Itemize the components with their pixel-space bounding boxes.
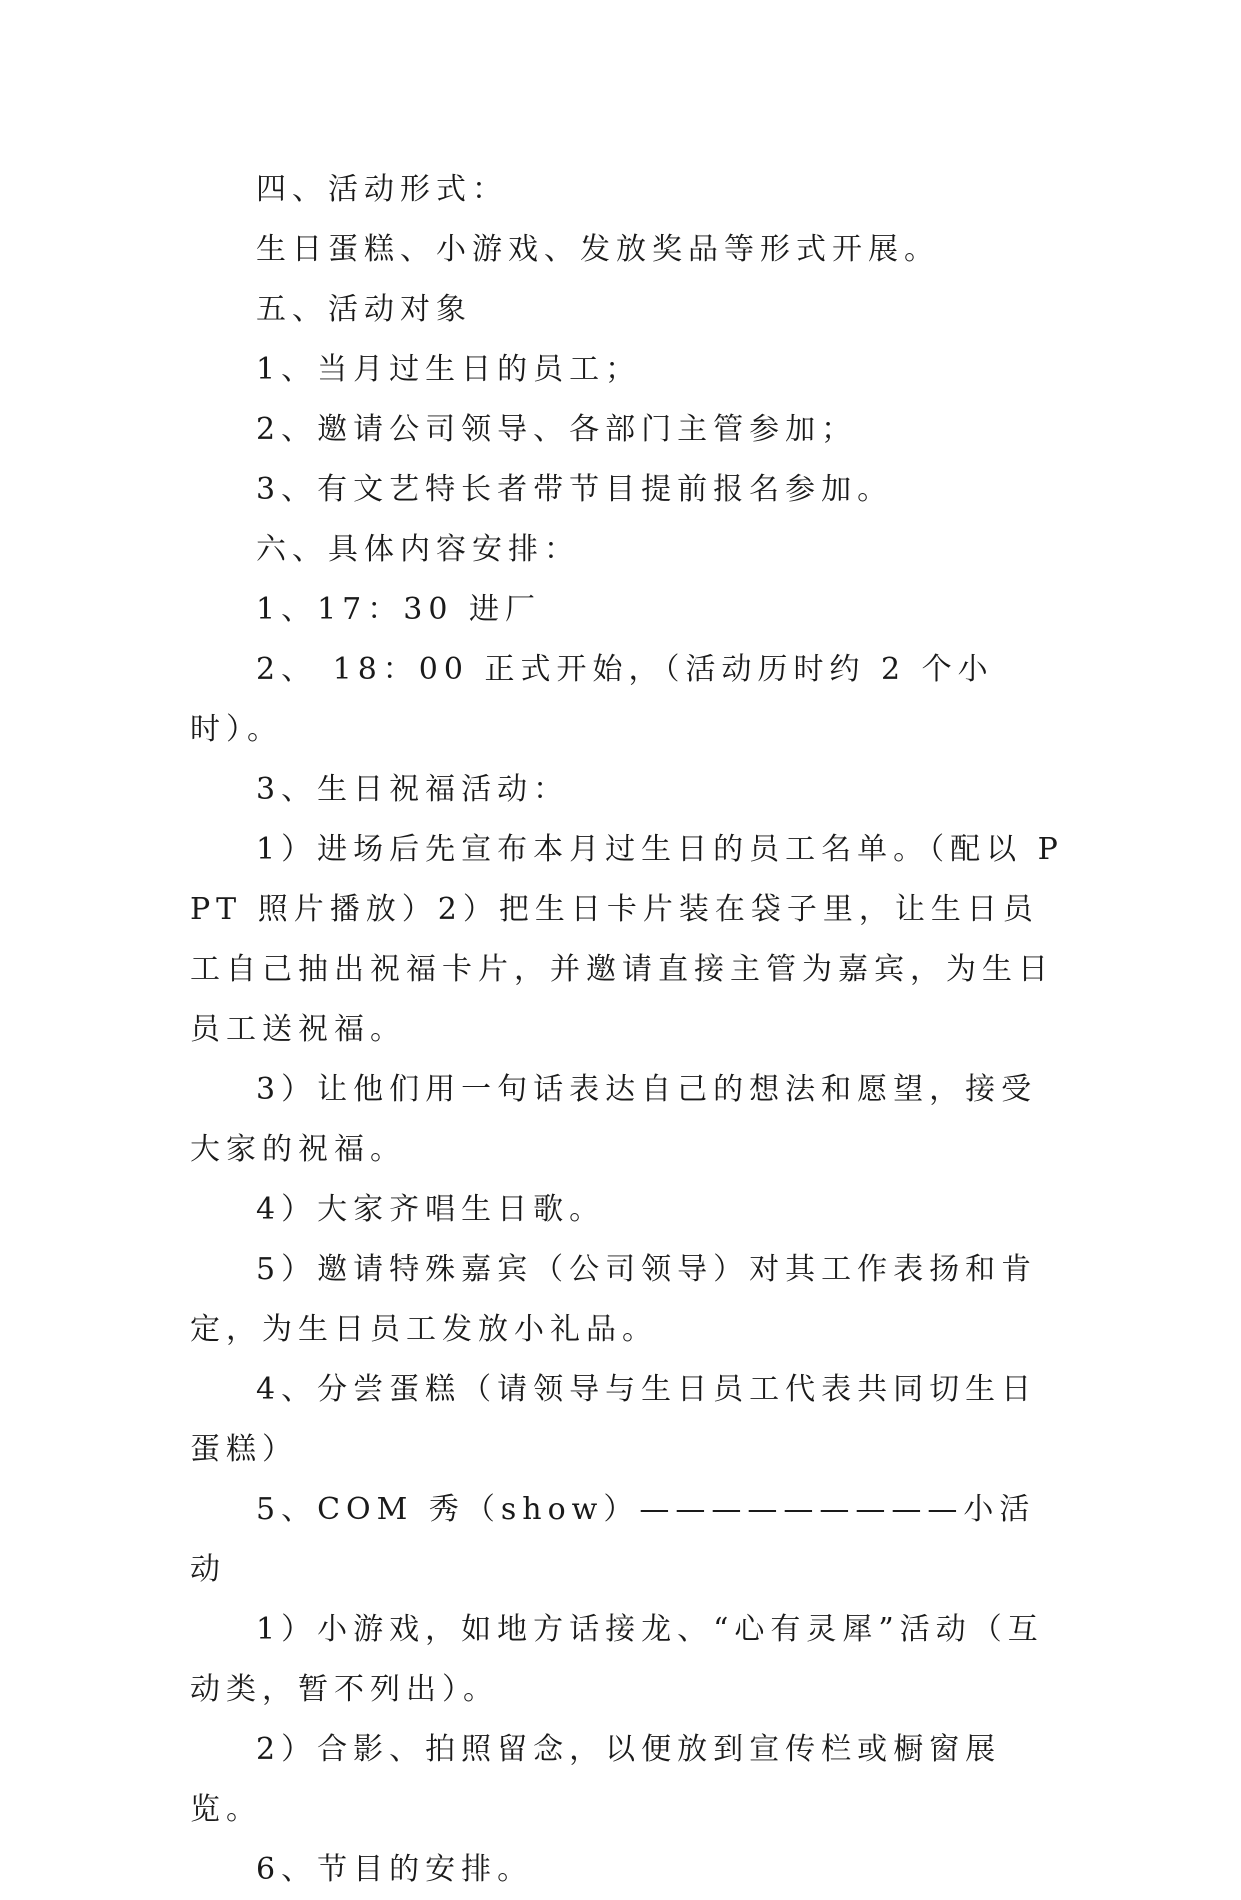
- section-heading-schedule: 六、具体内容安排：: [256, 532, 580, 567]
- paragraph-blessing-3: 3）让他们用一句话表达自己的想法和愿望，接受大家的祝福。: [190, 1072, 1038, 1167]
- list-item-schedule-6: 6、节目的安排。: [256, 1852, 534, 1887]
- paragraph-blessing-1-2: 1）进场后先宣布本月过生日的员工名单。（配以 PPT 照片播放）2）把生日卡片装在袋子里，让生日员工自己抽出祝福卡片，并邀请直接主管为嘉宾，为生日员工送祝福。: [190, 832, 1064, 1047]
- paragraph-blessing-4: 4）大家齐唱生日歌。: [256, 1192, 606, 1227]
- list-item-schedule-3: 3、生日祝福活动：: [256, 772, 570, 807]
- list-item-schedule-4: 4、分尝蛋糕（请领导与生日员工代表共同切生日蛋糕）: [190, 1372, 1038, 1467]
- list-item-schedule-1: 1、17：30 进厂: [256, 592, 541, 627]
- section-heading-target: 五、活动对象: [256, 292, 472, 327]
- section-heading-form: 四、活动形式：: [256, 172, 508, 207]
- paragraph-form-detail: 生日蛋糕、小游戏、发放奖品等形式开展。: [256, 232, 940, 267]
- paragraph-blessing-5: 5）邀请特殊嘉宾（公司领导）对其工作表扬和肯定，为生日员工发放小礼品。: [190, 1252, 1038, 1347]
- document-body: [190, 160, 1070, 1900]
- list-item-target-1: 1、当月过生日的员工；: [256, 352, 642, 387]
- list-item-schedule-2: 2、 18：00 正式开始，（活动历时约 2 个小时）。: [190, 652, 994, 747]
- paragraph-show-1: 1）小游戏，如地方话接龙、“心有灵犀”活动（互动类，暂不列出）。: [190, 1612, 1044, 1707]
- list-item-target-2: 2、邀请公司领导、各部门主管参加；: [256, 412, 858, 447]
- paragraph-show-2: 2）合影、拍照留念，以便放到宣传栏或橱窗展览。: [190, 1732, 1002, 1827]
- list-item-target-3: 3、有文艺特长者带节目提前报名参加。: [256, 472, 894, 507]
- list-item-schedule-5: 5、COM 秀（show）—————————小活动: [190, 1492, 1036, 1587]
